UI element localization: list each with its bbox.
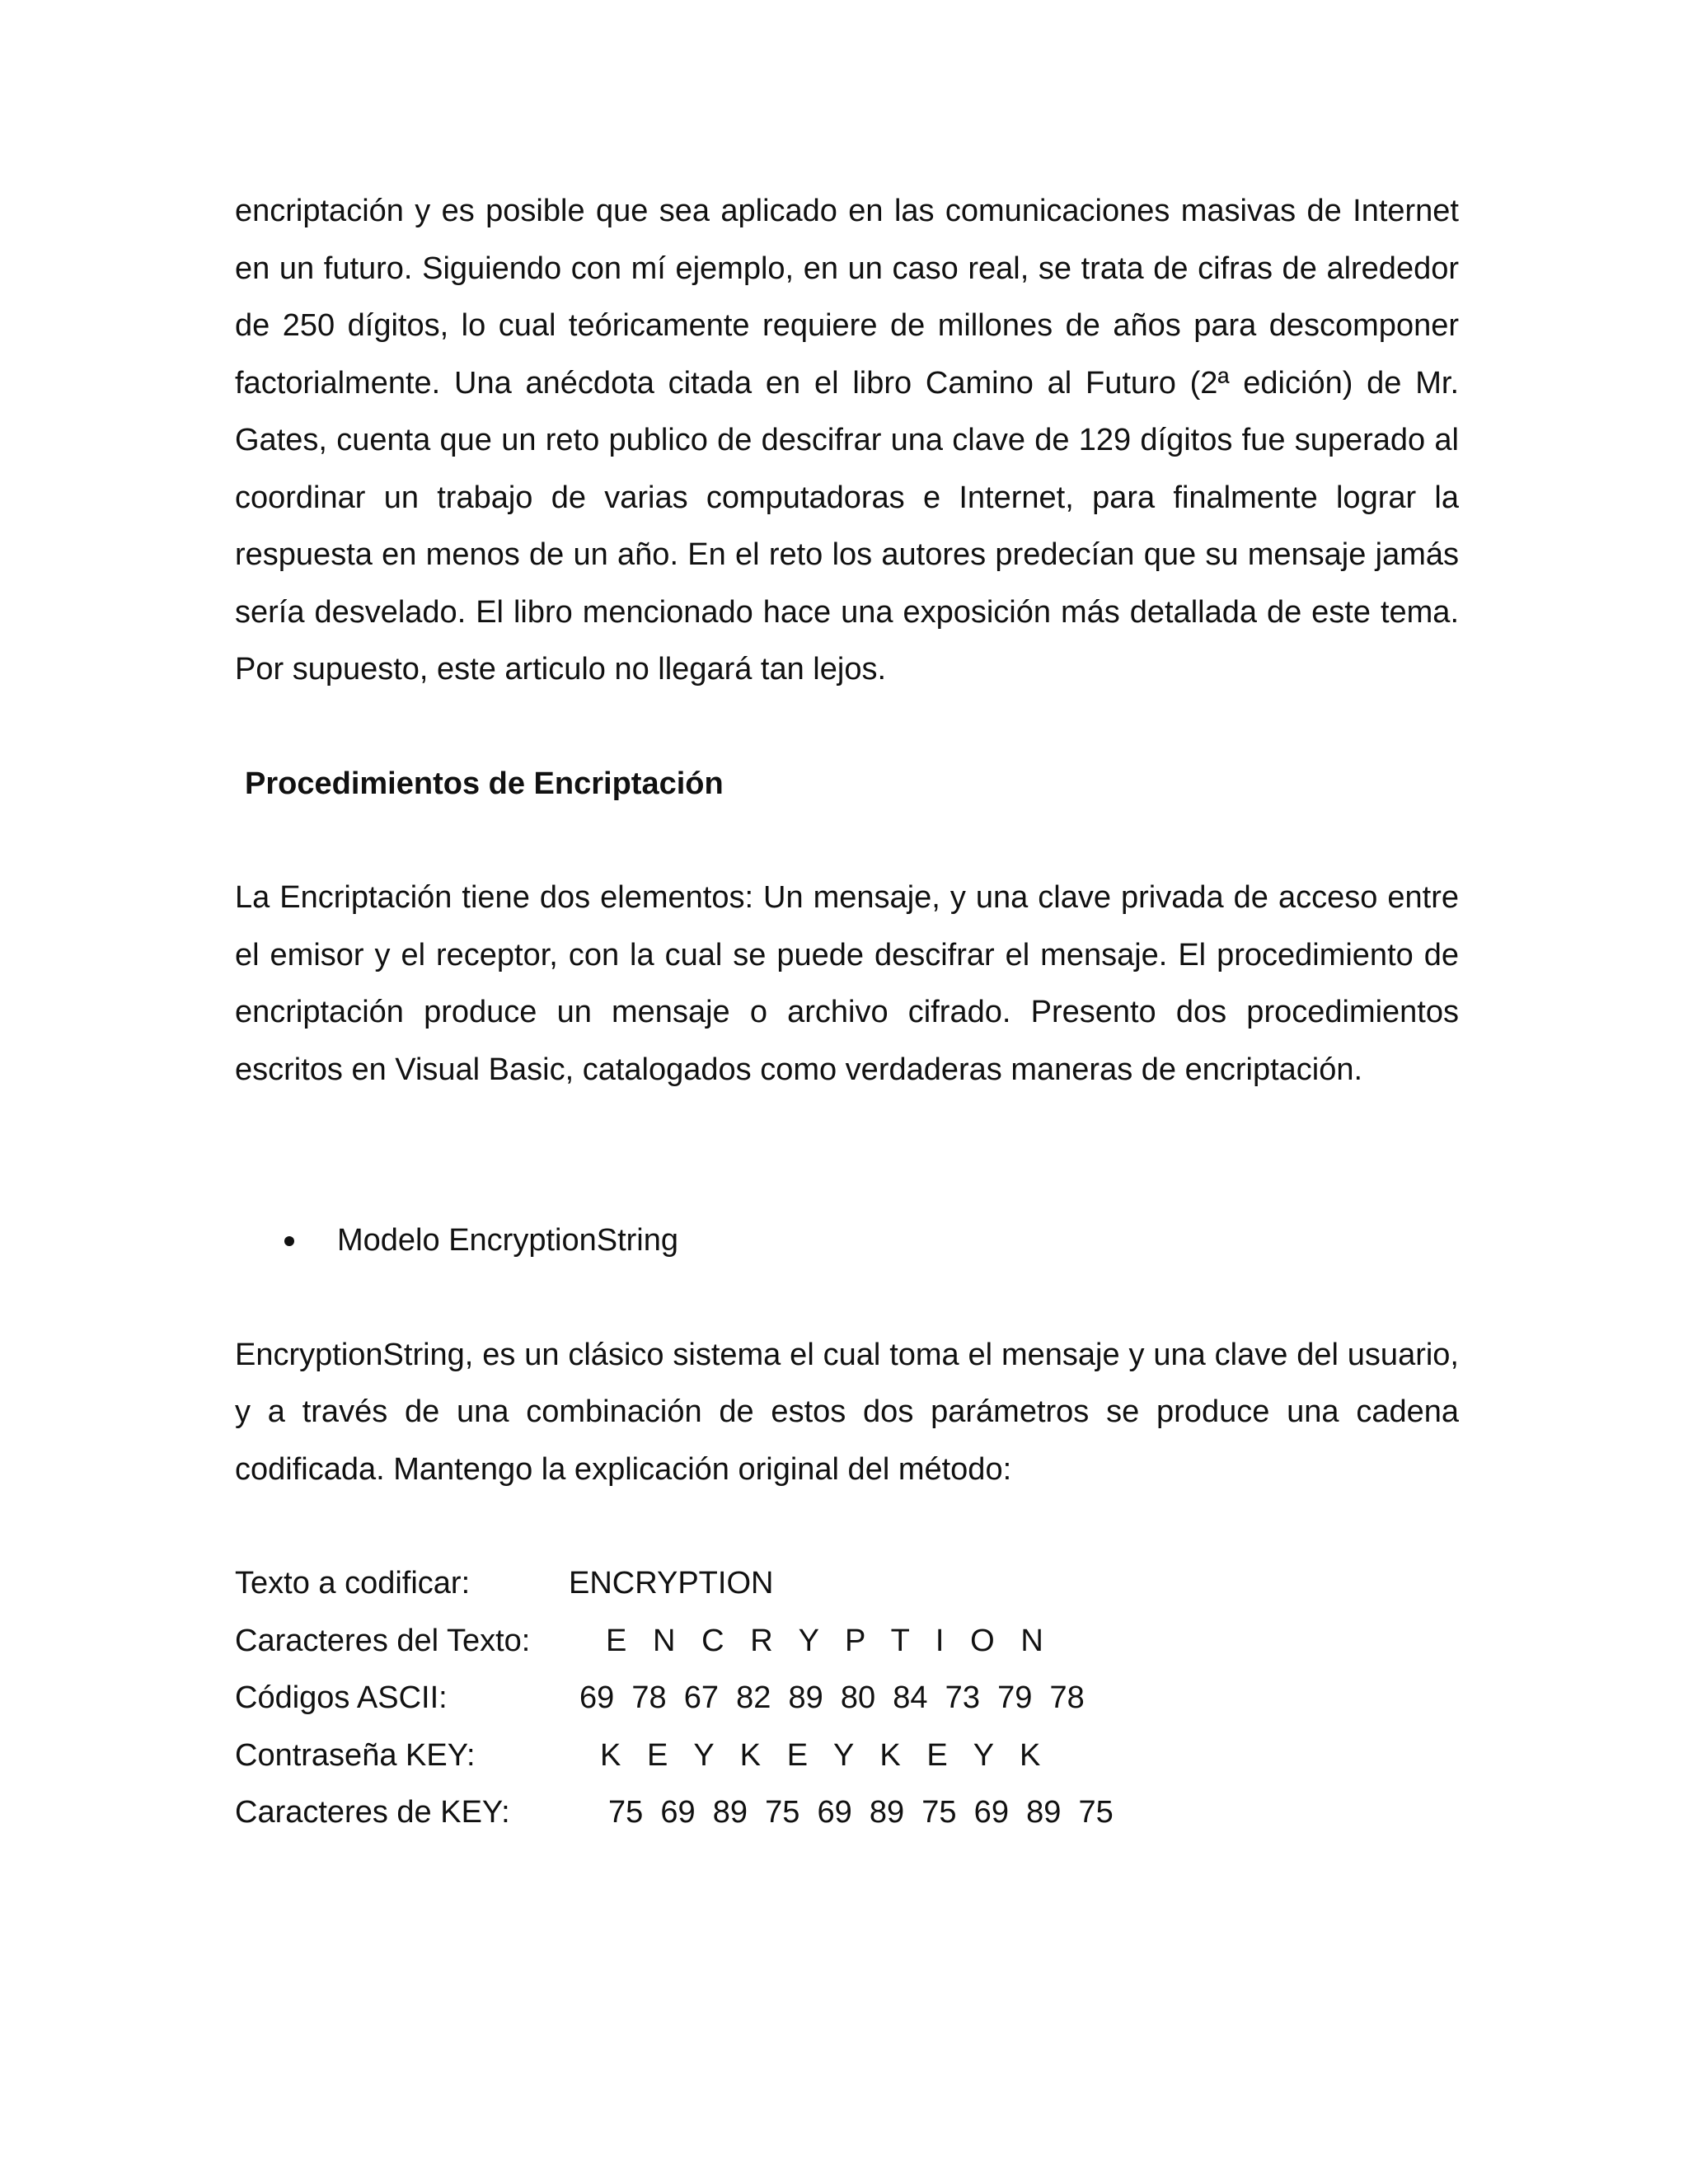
row-value: 75 69 89 75 69 89 75 69 89 75 xyxy=(608,1795,1114,1830)
paragraph-method: EncryptionString, es un clásico sistema el cual toma el mensaje y una clave del usuario, y a través de una combinación de estos dos parámetros se produce una cadena codificada. Mantengo la explicación original del método: xyxy=(235,1337,1459,1487)
section-heading: Procedimientos de Encriptación xyxy=(245,766,724,801)
row-label: Códigos ASCII: xyxy=(235,1680,448,1715)
table-row xyxy=(235,1727,1459,1785)
row-value: 69 78 67 82 89 80 84 73 79 78 xyxy=(579,1680,1085,1715)
bullet-icon xyxy=(284,1236,294,1246)
row-value: ENCRYPTION xyxy=(569,1566,774,1601)
spacer xyxy=(235,1270,1459,1327)
paragraph-intro: encriptación y es posible que sea aplicado en las comunicaciones masivas de Internet en un futuro. Siguiendo con mí ejemplo, en un caso real, se trata de cifras de alrededor de 250 dígitos, lo cual teóricamente requiere de millones de años para descomponer factorialmente. Una anécdota citada en el libro Camino al Futuro (2ª edición) de Mr. Gates, cuenta que un reto publico de descifrar una clave de 129 dígitos fue superado al coordinar un trabajo de varias computadoras e Internet, para finalmente lograr la respuesta en menos de un año. En el reto los autores predecían que su mensaje jamás sería desvelado. El libro mencionado hace una exposición más detallada de este tema. Por supuesto, este articulo no llegará tan lejos. xyxy=(235,194,1459,687)
document-page xyxy=(235,183,1459,1842)
paragraph-elements: La Encriptación tiene dos elementos: Un mensaje, y una clave privada de acceso entre el emisor y el receptor, con la cual se puede descifrar el mensaje. El procedimiento de encriptación produce un mensaje o archivo cifrado. Presento dos procedimientos escritos en Visual Basic, catalogados como verdaderas maneras de encriptación. xyxy=(235,880,1459,1087)
spacer xyxy=(235,813,1459,869)
row-label: Caracteres de KEY: xyxy=(235,1795,510,1830)
row-label: Texto a codificar: xyxy=(235,1566,471,1601)
table-row xyxy=(235,1784,1459,1842)
spacer xyxy=(235,1099,1459,1212)
spacer xyxy=(235,1498,1459,1555)
encoding-table xyxy=(235,1555,1459,1842)
spacer xyxy=(235,699,1459,756)
bullet-text: Modelo EncryptionString xyxy=(337,1223,678,1258)
table-row xyxy=(235,1670,1459,1727)
row-value: K E Y K E Y K E Y K xyxy=(600,1737,1041,1773)
table-row xyxy=(235,1613,1459,1671)
bullet-list-item xyxy=(235,1212,1459,1270)
row-label: Caracteres del Texto: xyxy=(235,1623,531,1658)
row-label: Contraseña KEY: xyxy=(235,1737,476,1773)
row-value: E N C R Y P T I O N xyxy=(606,1623,1043,1658)
table-row xyxy=(235,1555,1459,1613)
